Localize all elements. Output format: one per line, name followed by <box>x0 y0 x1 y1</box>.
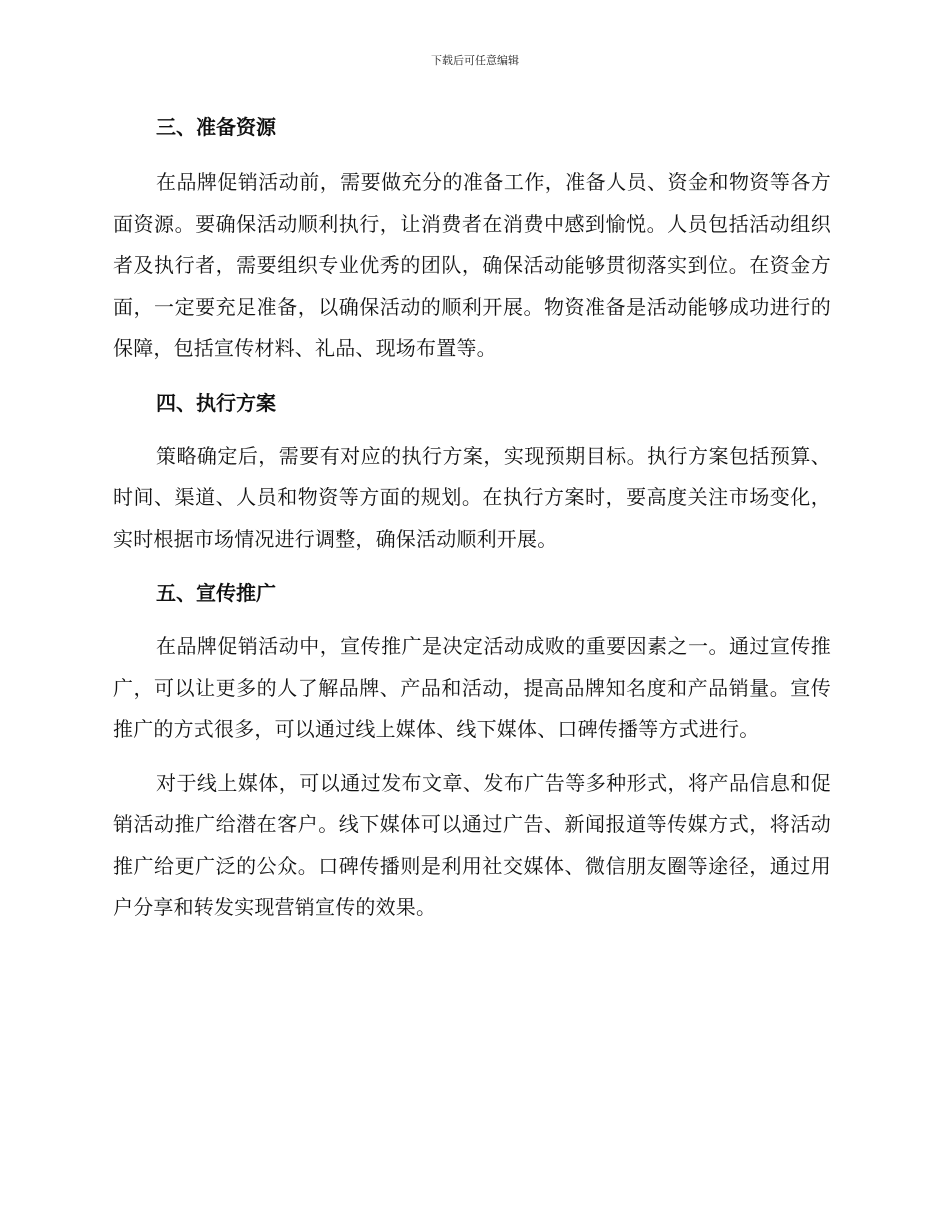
section-paragraph: 对于线上媒体，可以通过发布文章、发布广告等多种形式，将产品信息和促销活动推广给潜在客户。线下媒体可以通过广告、新闻报道等传媒方式，将活动推广给更广泛的公众。口碑传播则是利用社交媒体、微信朋友圈等途径，通过用户分享和转发实现营销宣传的效果。 <box>113 770 831 919</box>
document-body <box>113 106 831 929</box>
section-heading-execution-plan: 四、执行方案 <box>156 390 276 415</box>
section-heading-prepare-resources: 三、准备资源 <box>156 115 276 139</box>
page-header: 下载后可任意编辑 <box>431 54 519 67</box>
section-paragraph: 策略确定后，需要有对应的执行方案，实现预期目标。执行方案包括预算、时间、渠道、人员和物资等方面的规划。在执行方案时，要高度关注市场变化，实时根据市场情况进行调整，确保活动顺利开展。 <box>113 443 831 551</box>
section-paragraph: 在品牌促销活动中，宣传推广是决定活动成败的重要因素之一。通过宣传推广，可以让更多的人了解品牌、产品和活动，提高品牌知名度和产品销量。宣传推广的方式很多，可以通过线上媒体、线下媒体、口碑传播等方式进行。 <box>113 634 831 741</box>
section-paragraph: 在品牌促销活动前，需要做充分的准备工作，准备人员、资金和物资等各方面资源。要确保活动顺利执行，让消费者在消费中感到愉悦。人员包括活动组织者及执行者，需要组织专业优秀的团队，确保活动能够贯彻落实到位。在资金方面，一定要充足准备，以确保活动的顺利开展。物资准备是活动能够成功进行的保障，包括宣传材料、礼品、现场布置等。 <box>113 170 831 360</box>
section-heading-promotion: 五、宣传推广 <box>156 581 276 605</box>
